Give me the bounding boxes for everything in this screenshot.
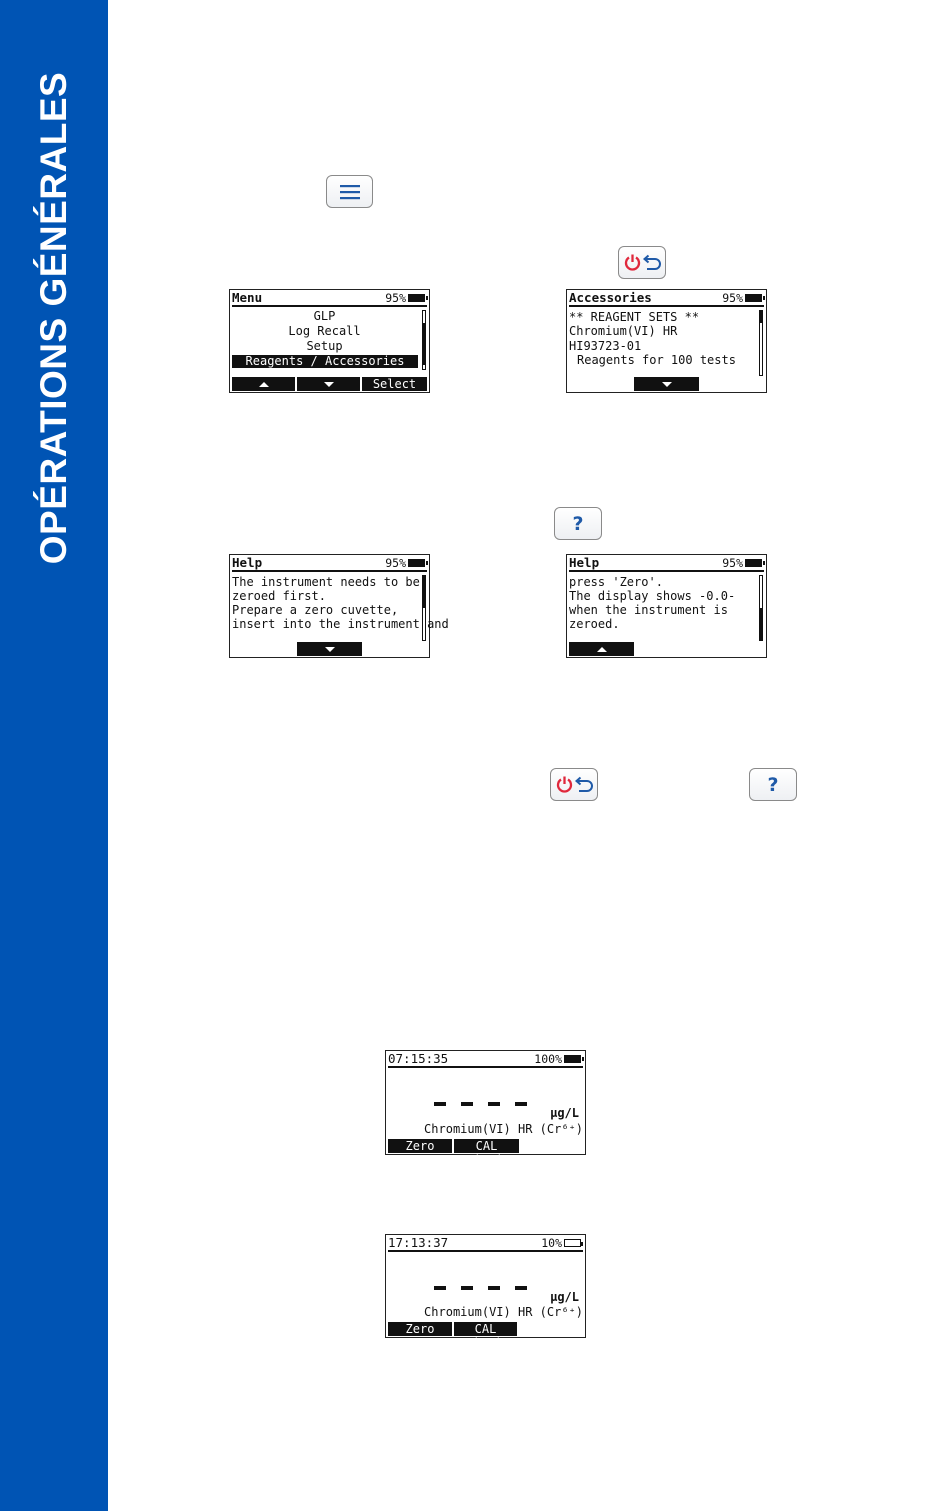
softkey-up[interactable] bbox=[569, 642, 634, 656]
battery-level: 95% bbox=[385, 291, 406, 305]
power-back-icon bbox=[555, 775, 593, 795]
battery-icon bbox=[564, 1055, 581, 1063]
screen-title: Menu bbox=[232, 290, 263, 305]
menu-key[interactable] bbox=[326, 175, 373, 208]
help-text-line: zeroed first. bbox=[232, 589, 326, 603]
lcd-header bbox=[388, 1052, 583, 1068]
softkey-down[interactable] bbox=[297, 377, 360, 391]
scrollbar[interactable] bbox=[422, 575, 426, 641]
accessory-line: ** REAGENT SETS ** bbox=[569, 310, 700, 324]
softkey-zero[interactable]: Zero bbox=[388, 1139, 452, 1153]
menu-item-reagents-accessories[interactable]: Reagents / Accessories bbox=[232, 355, 418, 368]
screen-title: Help bbox=[232, 555, 263, 570]
help-text-line: insert into the instrument and bbox=[232, 617, 449, 631]
battery-level: 100% bbox=[534, 1052, 562, 1066]
scrollbar[interactable] bbox=[759, 310, 763, 376]
sidebar-title: OPÉRATIONS GÉNÉRALES bbox=[33, 71, 74, 565]
help-text-line: Prepare a zero cuvette, bbox=[232, 603, 399, 617]
battery-low-icon bbox=[564, 1239, 581, 1247]
arrow-up-icon bbox=[259, 382, 269, 387]
lcd-header bbox=[232, 556, 427, 572]
lcd-menu-screen bbox=[229, 289, 430, 393]
reading-dashes bbox=[434, 1277, 542, 1298]
clock: 17:13:37 bbox=[388, 1235, 449, 1250]
sidebar bbox=[0, 0, 108, 1511]
screen-title: Help bbox=[569, 555, 600, 570]
accessory-line: Reagents for 100 tests bbox=[577, 353, 736, 367]
arrow-down-icon bbox=[325, 647, 335, 652]
softkey-up[interactable] bbox=[232, 377, 295, 391]
help-icon: ? bbox=[767, 773, 779, 796]
help-icon: ? bbox=[572, 512, 584, 535]
menu-item-setup[interactable]: Setup bbox=[306, 339, 343, 353]
accessory-line: HI93723-01 bbox=[569, 339, 642, 353]
arrow-down-icon bbox=[662, 382, 672, 387]
arrow-down-icon bbox=[324, 382, 334, 387]
menu-item-log-recall[interactable]: Log Recall bbox=[288, 324, 361, 338]
lcd-measure-screen-2 bbox=[385, 1234, 586, 1350]
battery-icon bbox=[745, 559, 762, 567]
softkey-down[interactable] bbox=[297, 642, 362, 656]
lcd-measure-screen-1 bbox=[385, 1050, 586, 1167]
battery-level: 95% bbox=[722, 291, 743, 305]
lcd-accessories-screen bbox=[566, 289, 767, 393]
help-text-line: zeroed. bbox=[569, 617, 620, 631]
power-back-icon bbox=[623, 253, 661, 273]
unit-label: µg/L bbox=[550, 1290, 579, 1304]
power-back-key[interactable] bbox=[550, 768, 598, 801]
help-key[interactable] bbox=[749, 768, 797, 801]
battery-icon bbox=[408, 559, 425, 567]
help-text-line: when the instrument is bbox=[569, 603, 728, 617]
battery-icon bbox=[745, 294, 762, 302]
softkey-down[interactable] bbox=[634, 377, 699, 391]
lcd-header bbox=[569, 291, 764, 307]
softkey-select[interactable]: Select bbox=[362, 377, 427, 391]
help-text-line: The instrument needs to be bbox=[232, 575, 420, 589]
softkey-cal-check[interactable]: CAL Check bbox=[454, 1322, 517, 1336]
method-label: Chromium(VI) HR (Cr⁶⁺) bbox=[424, 1122, 583, 1136]
arrow-up-icon bbox=[597, 647, 607, 652]
accessory-line: Chromium(VI) HR bbox=[569, 324, 678, 338]
scrollbar[interactable] bbox=[422, 310, 426, 370]
unit-label: µg/L bbox=[550, 1106, 579, 1120]
reading-dashes bbox=[434, 1093, 542, 1114]
help-key[interactable] bbox=[554, 507, 602, 540]
battery-level: 95% bbox=[385, 556, 406, 570]
power-back-key[interactable] bbox=[618, 246, 666, 279]
lcd-header bbox=[232, 291, 427, 307]
lcd-header bbox=[569, 556, 764, 572]
method-label: Chromium(VI) HR (Cr⁶⁺) bbox=[424, 1305, 583, 1319]
battery-icon bbox=[408, 294, 425, 302]
menu-icon bbox=[340, 185, 360, 199]
lcd-help-screen-1 bbox=[229, 554, 449, 658]
lcd-help-screen-2 bbox=[566, 554, 767, 658]
softkey-cal-check[interactable]: CAL Check bbox=[454, 1139, 519, 1153]
lcd-header bbox=[388, 1236, 583, 1252]
battery-level: 10% bbox=[541, 1236, 562, 1250]
menu-item-glp[interactable]: GLP bbox=[313, 309, 336, 323]
battery-level: 95% bbox=[722, 556, 743, 570]
help-text-line: press 'Zero'. bbox=[569, 575, 663, 589]
help-text-line: The display shows -0.0- bbox=[569, 589, 736, 603]
clock: 07:15:35 bbox=[388, 1051, 449, 1066]
screen-title: Accessories bbox=[569, 290, 652, 305]
scrollbar[interactable] bbox=[759, 575, 763, 641]
softkey-zero[interactable]: Zero bbox=[388, 1322, 452, 1336]
